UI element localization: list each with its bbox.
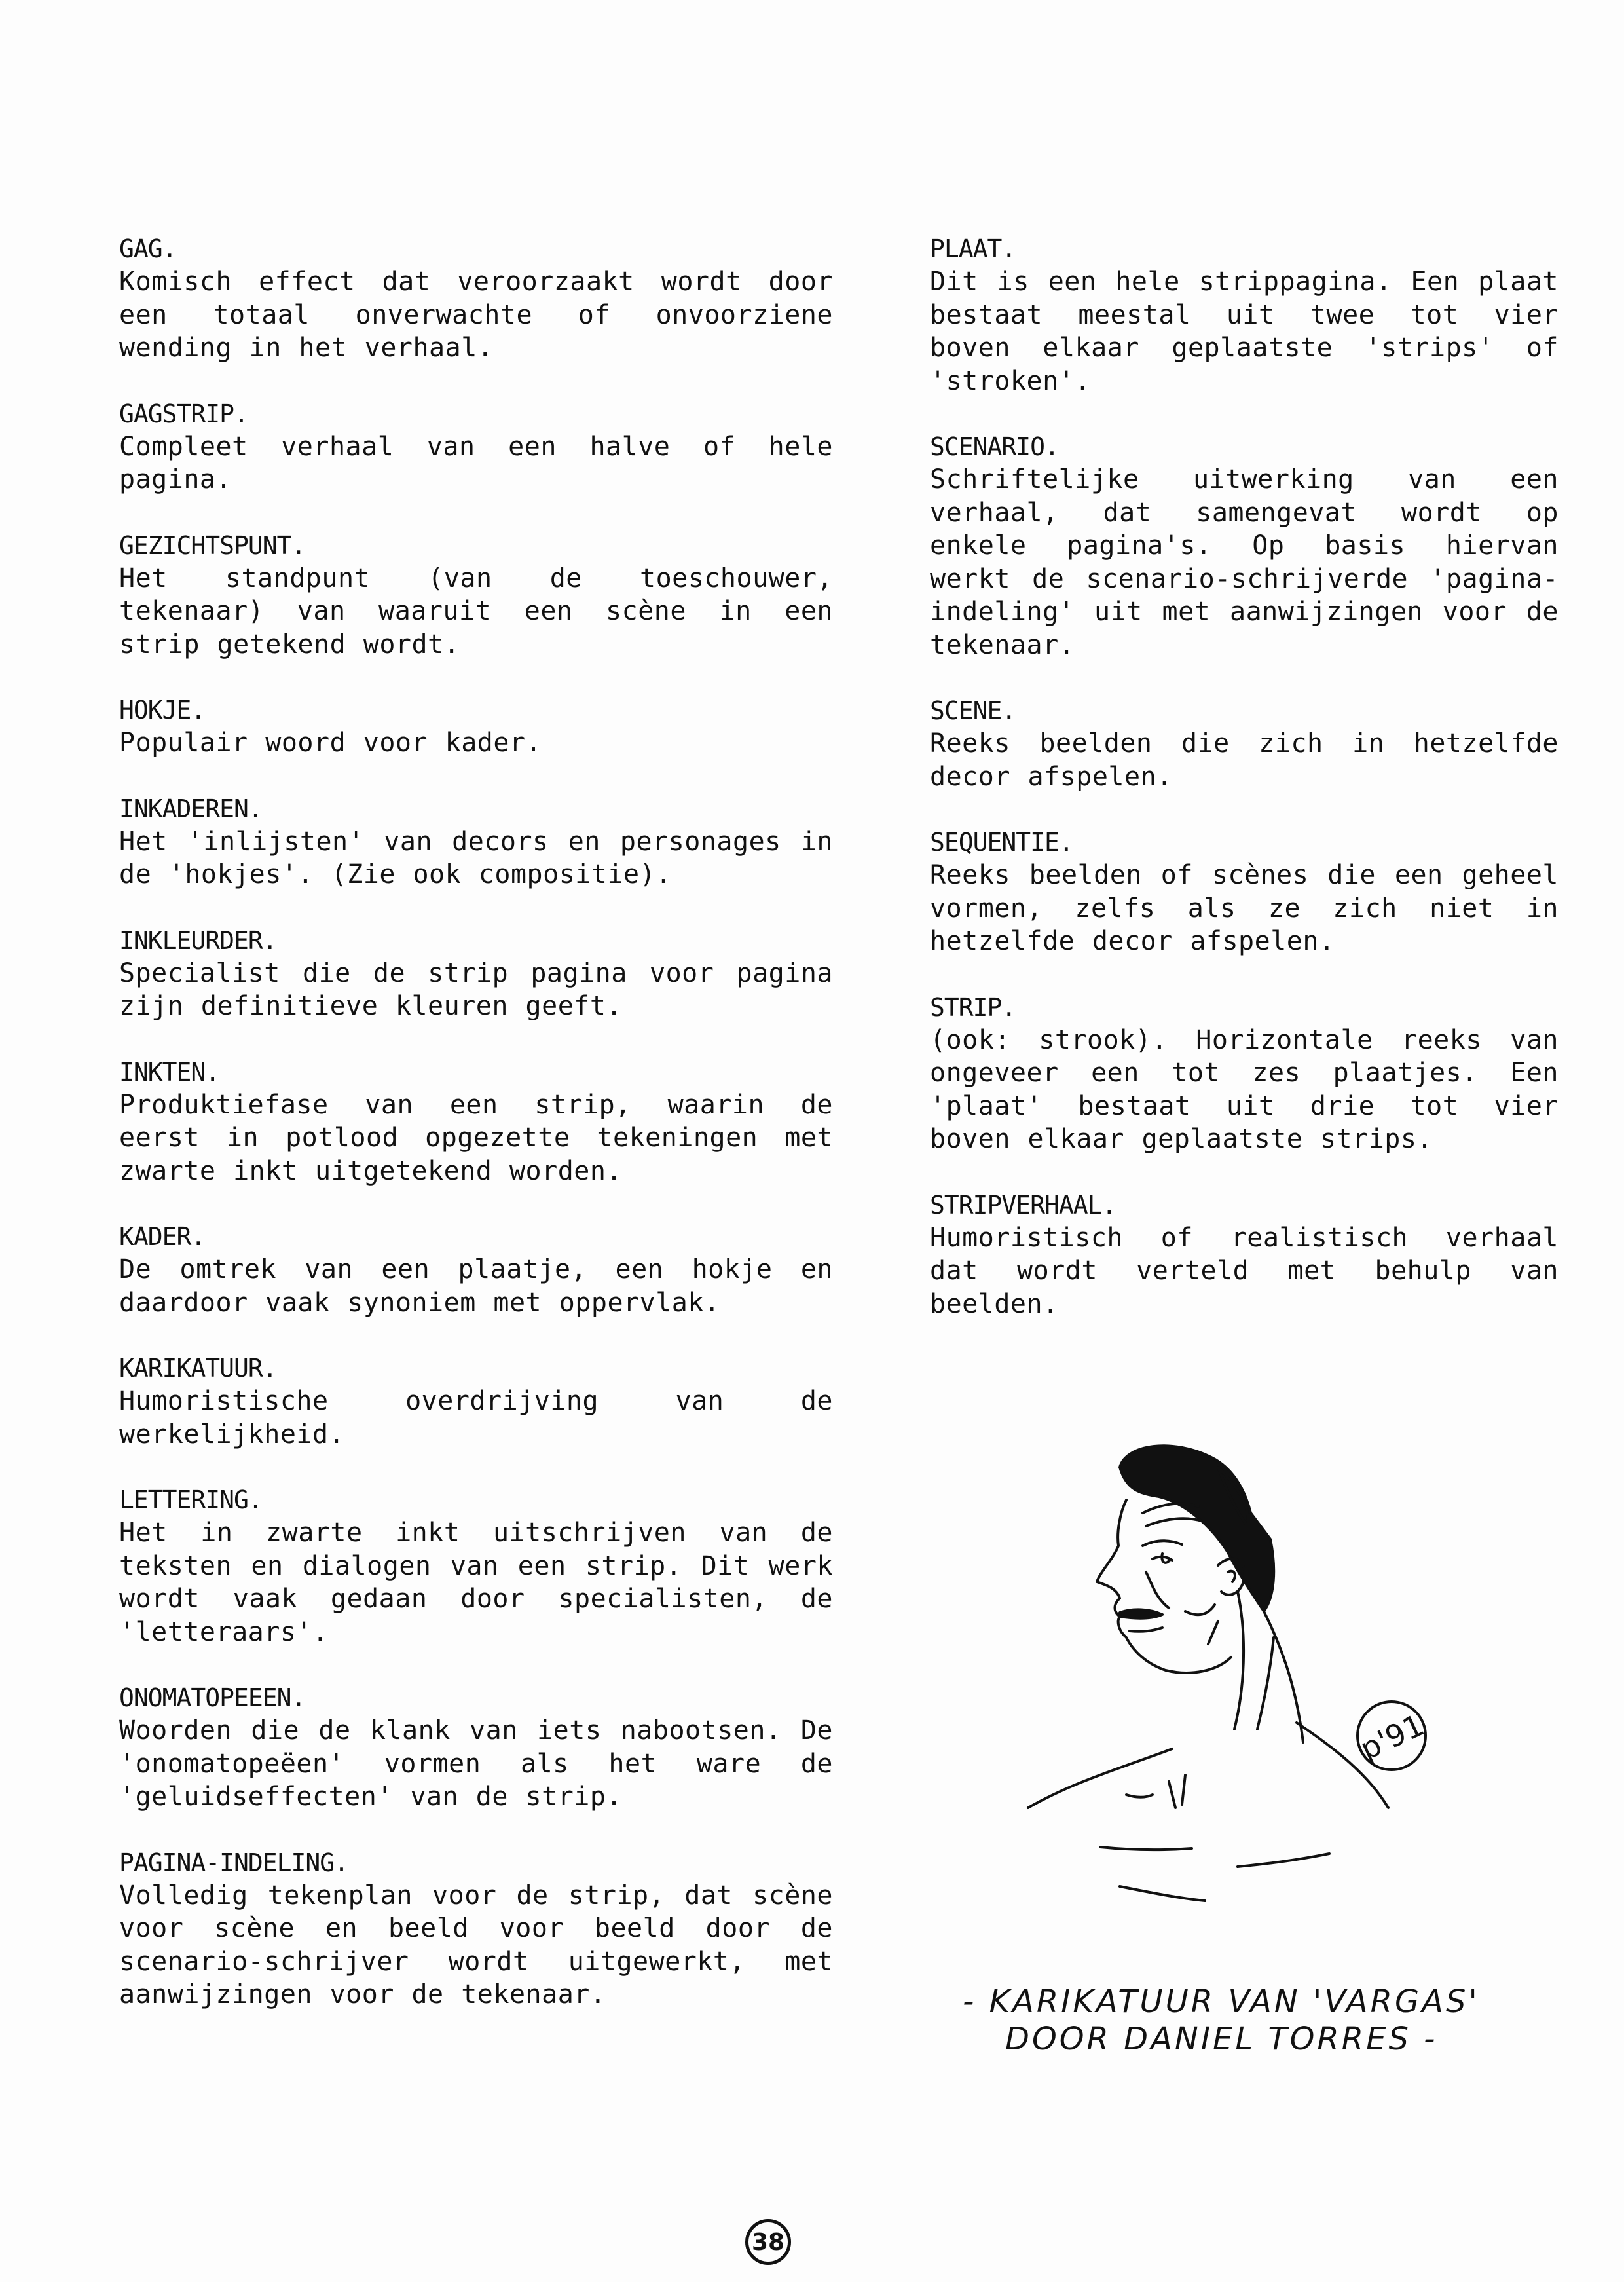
glossary-entry: [119, 1846, 833, 2011]
glossary-definition: Compleet verhaal van een halve of hele pagina.: [119, 431, 833, 495]
glossary-term: HOKJE.: [119, 696, 206, 724]
signature: p'91: [1354, 1707, 1430, 1767]
glossary-entry: [930, 826, 1559, 958]
glossary-entry: [119, 793, 833, 891]
glossary-term: KADER.: [119, 1222, 206, 1251]
glossary-term: ONOMATOPEEEN.: [119, 1683, 306, 1712]
hair-shape: [1120, 1446, 1274, 1611]
glossary-definition: De omtrek van een plaatje, een hokje en daardoor vaak synoniem met oppervlak.: [119, 1254, 833, 1318]
glossary-definition: Het standpunt (van de toeschouwer, tekenaar) van waaruit een scène in een strip getekend wordt.: [119, 563, 833, 660]
glossary-column-right: [930, 233, 1559, 1353]
glossary-definition: Volledig tekenplan voor de strip, dat scène voor scène en beeld voor beeld door de scenario-schrijver wordt uitgewerkt, met aanwijzingen voor de tekenaar.: [119, 1880, 833, 2010]
glossary-definition: Woorden die de klank van iets nabootsen. De 'onomatopeëen' vormen als het ware de 'geluidseffecten' van de strip.: [119, 1715, 833, 1812]
glossary-entry: [119, 1484, 833, 1649]
glossary-term: GEZICHTSPUNT.: [119, 531, 306, 560]
glossary-term: SCENARIO.: [930, 432, 1059, 461]
glossary-term: INKLEURDER.: [119, 926, 277, 955]
glossary-term: STRIPVERHAAL.: [930, 1190, 1116, 1220]
glossary-term: SCENE.: [930, 696, 1016, 725]
glossary-definition: Humoristische overdrijving van de werkelijkheid.: [119, 1386, 833, 1450]
glossary-term: PAGINA-INDELING.: [119, 1848, 349, 1877]
glossary-term: GAG.: [119, 234, 177, 263]
glossary-term: INKTEN.: [119, 1057, 220, 1087]
glossary-term: LETTERING.: [119, 1486, 263, 1514]
glossary-entry: [119, 233, 833, 365]
glossary-entry: [930, 430, 1559, 662]
glossary-entry: [119, 1681, 833, 1814]
glossary-definition: Het 'inlijsten' van decors en personages in de 'hokjes'. (Zie ook compositie).: [119, 826, 833, 889]
glossary-entry: [119, 694, 833, 760]
glossary-column-left: [119, 233, 833, 2044]
glossary-definition: Specialist die de strip pagina voor pagina zijn definitieve kleuren geeft.: [119, 958, 833, 1021]
page-number: 38: [745, 2219, 791, 2265]
glossary-definition: Komisch effect dat veroorzaakt wordt door een totaal onverwachte of onvoorziene wending in het verhaal.: [119, 267, 833, 363]
glossary-definition: Het in zwarte inkt uitschrijven van de teksten en dialogen van een strip. Dit werk wordt vaak gedaan door specialisten, de 'letteraars'.: [119, 1518, 833, 1647]
glossary-entry: [119, 1352, 833, 1451]
glossary-term: KARIKATUUR.: [119, 1354, 277, 1383]
glossary-definition: Produktiefase van een strip, waarin de eerst in potlood opgezette tekeningen met zwarte inkt uitgetekend worden.: [119, 1089, 833, 1186]
caricature-illustration: [1022, 1441, 1539, 1939]
glossary-entry: [930, 1189, 1559, 1321]
glossary-entry: [119, 398, 833, 496]
glossary-entry: [119, 1056, 833, 1188]
glossary-term: INKADEREN.: [119, 794, 263, 823]
glossary-entry: [930, 233, 1559, 398]
glossary-entry: [119, 1220, 833, 1319]
illustration-caption-line1: - KARIKATUUR VAN 'VARGAS': [963, 1983, 1480, 2020]
glossary-term: SEQUENTIE.: [930, 828, 1073, 857]
glossary-definition: Schriftelijke uitwerking van een verhaal, dat samengevat wordt op enkele pagina's. Op basis hiervan werkt de scenario-schrijverde 'pagina-indeling' uit met aanwijzingen voor de tekenaar.: [930, 464, 1559, 660]
glossary-term: PLAAT.: [930, 234, 1016, 263]
glossary-entry: [119, 924, 833, 1023]
glossary-entry: [930, 694, 1559, 793]
glossary-definition: Dit is een hele strippagina. Een plaat bestaat meestal uit twee tot vier boven elkaar geplaatste 'strips' of 'stroken'.: [930, 267, 1559, 396]
glossary-term: STRIP.: [930, 992, 1016, 1022]
illustration-caption-line2: DOOR DANIEL TORRES -: [1005, 2021, 1438, 2057]
glossary-definition: Reeks beelden of scènes die een geheel vormen, zelfs als ze zich niet in hetzelfde decor afspelen.: [930, 860, 1559, 956]
glossary-entry: [119, 529, 833, 662]
glossary-definition: Populair woord voor kader.: [119, 728, 542, 758]
glossary-definition: Reeks beelden die zich in hetzelfde decor afspelen.: [930, 728, 1559, 792]
glossary-definition: Humoristisch of realistisch verhaal dat wordt verteld met behulp van beelden.: [930, 1222, 1559, 1319]
glossary-term: GAGSTRIP.: [119, 399, 248, 428]
glossary-entry: [930, 991, 1559, 1156]
glossary-definition: (ook: strook). Horizontale reeks van ongeveer een tot zes plaatjes. Een 'plaat' bestaat uit drie tot vier boven elkaar geplaatste strips.: [930, 1024, 1559, 1154]
